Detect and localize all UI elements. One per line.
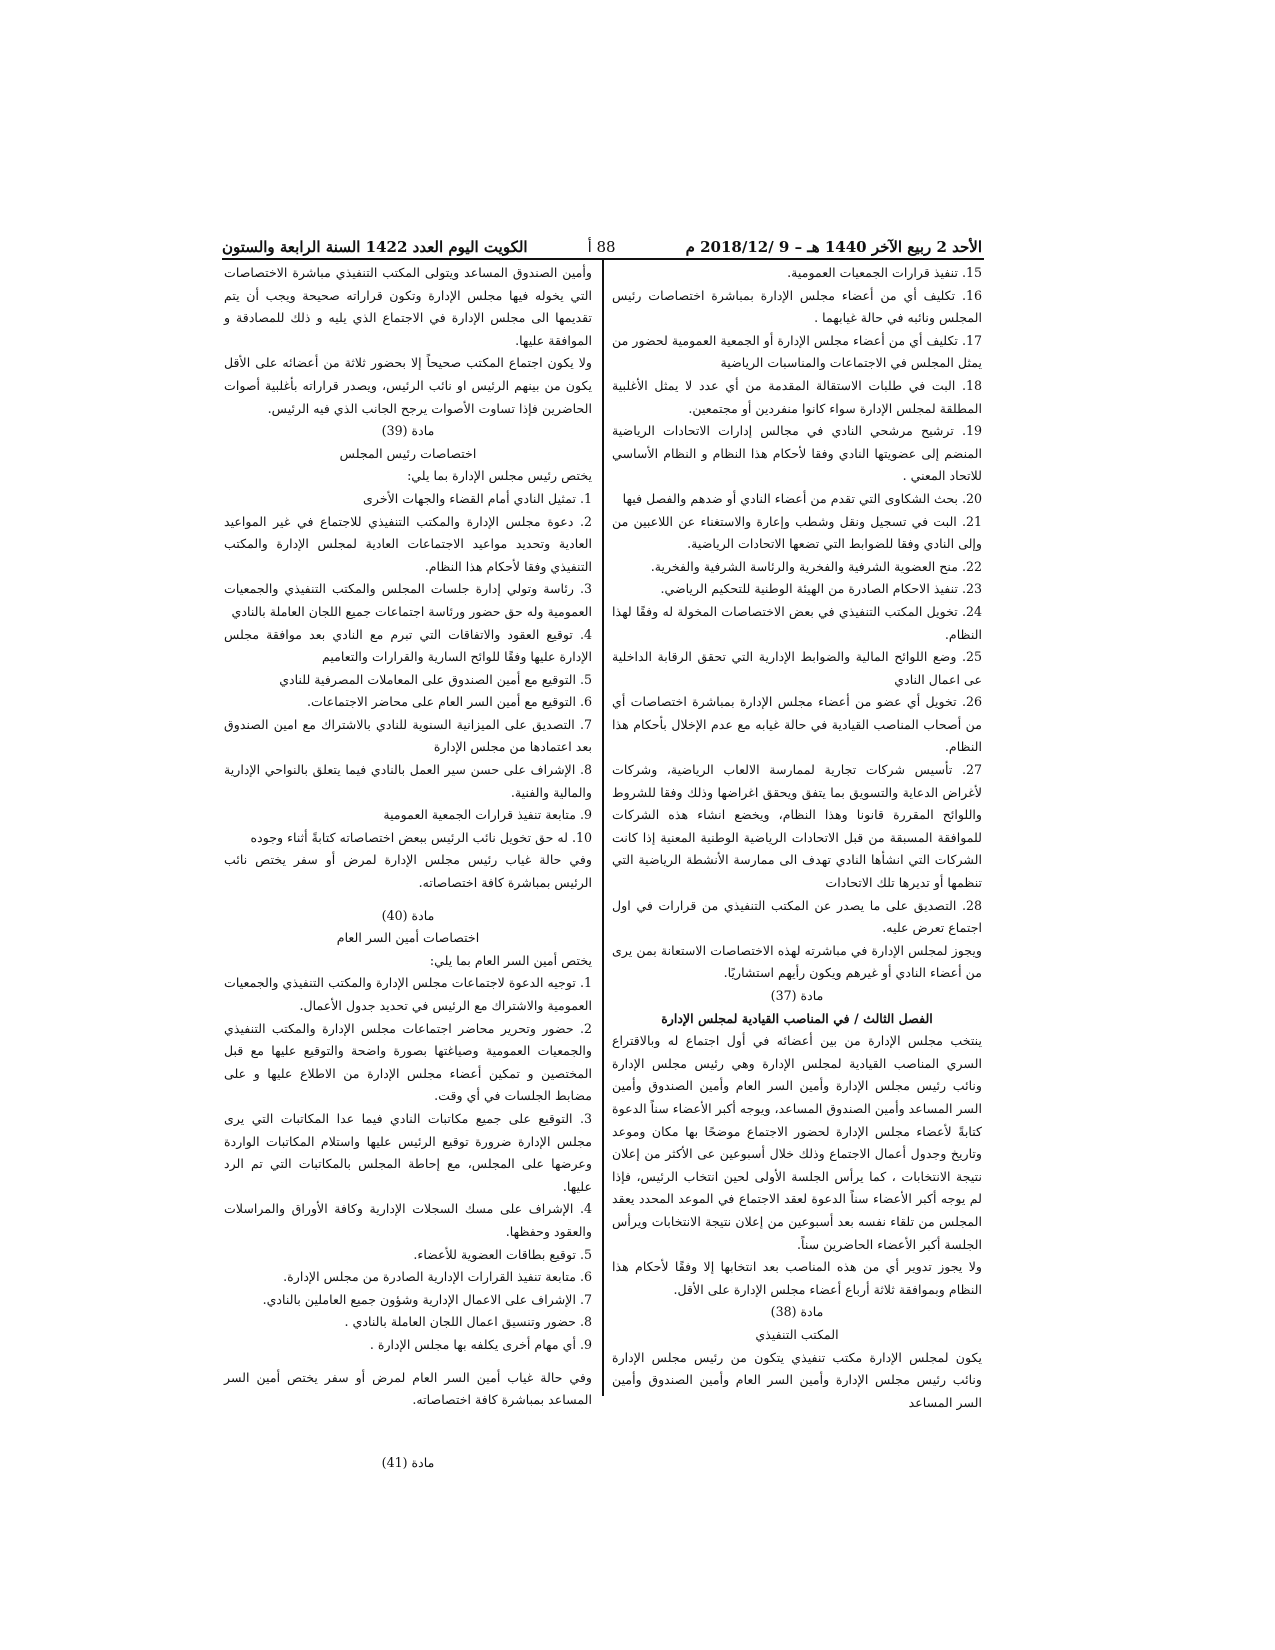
list-item: 24. تخويل المكتب التنفيذي في بعض الاختصاصات المخولة له وفقًا لهذا النظام. [612,603,982,642]
list-item: 15. تنفيذ قرارات الجمعيات العمومية. [787,265,982,280]
list-item: 22. منح العضوية الشرفية والفخرية والرئاسة الشرفية والفخرية. [650,558,982,574]
article-heading: مادة (39) [381,423,435,439]
list-item: 19. ترشيح مرشحي النادي في مجالس إدارات الاتحادات الرياضية المنضم إلى عضويتها النادي وفقا لأحكام هذا النظام و النظام الأساسي للاتحاد المعني . [612,423,982,484]
article-paragraph: وفي حالة غياب أمين السر العام لمرض أو سفر يختص أمين السر المساعد بمباشرة كافة اختصاصاته. [224,1369,592,1408]
list-item: 8. حضور وتنسيق اعمال اللجان العاملة بالنادي . [344,1314,592,1330]
list-item: 9. أي مهام أخرى يكلفه بها مجلس الإدارة . [369,1336,592,1352]
article-heading: مادة (40) [381,907,435,923]
left-column [224,262,592,1474]
list-item: 8. الإشراف على حسن سير العمل بالنادي فيما يتعلق بالنواحي الإدارية والمالية والفنية. [224,762,592,800]
list-item: 2. حضور وتحرير محاضر اجتماعات مجلس الإدارة والمكتب التنفيذي والجمعيات العمومية وصياغتها بصورة واضحة والتوقيع عليها مع قبل المختصين و تمكين أعضاء مجلس الإدارة من الاطلاع عليها و على مضابط الجلسات في أي وقت. [224,1020,592,1104]
article-heading: مادة (38) [770,1304,824,1320]
list-item: 7. الإشراف على الاعمال الإدارية وشؤون جميع العاملين بالنادي. [262,1291,592,1307]
list-item: 21. البت في تسجيل ونقل وشطب وإعارة والاستغناء عن اللاعبين من وإلى النادي وفقا للضوابط التي تضعها الاتحادات الرياضية. [612,513,982,552]
list-item: 6. متابعة تنفيذ القرارات الإدارية الصادرة من مجلس الإدارة. [283,1269,592,1285]
list-item: 25. وضع اللوائح المالية والضوابط الإدارية التي تحقق الرقابة الداخلية عى اعمال النادي [612,649,982,687]
chapter-heading: الفصل الثالث / في المناصب القيادية لمجلس الإدارة [661,1010,933,1026]
header-date: الأحد 2 ربيع الآخر 1440 هـ – 9 /2018/12 م [685,238,982,256]
list-item: 9. متابعة تنفيذ قرارات الجمعية العمومية [383,807,592,823]
page-header [222,226,982,256]
list-item: 1. تمثيل النادي أمام القضاء والجهات الأخرى [363,490,592,506]
article-paragraph: وأمين الصندوق المساعد ويتولى المكتب التنفيذي مباشرة الاختصاصات التي يخوله فيها مجلس الإدارة وتكون قراراته صحيحة ويجب أن يتم تقديمها الى مجلس الإدارة في الاجتماع الذي يليه و ذلك للمصادقة و الموافقة عليها. [224,265,592,348]
column-divider [602,258,604,1396]
list-item: 23. تنفيذ الاحكام الصادرة من الهيئة الوطنية للتحكيم الرياضي. [660,581,982,597]
list-item: 4. الإشراف على مسك السجلات الإدارية وكافة الأوراق والمراسلات والعقود وحفظها. [224,1201,592,1239]
list-item: 16. تكليف أي من أعضاء مجلس الإدارة بمباشرة اختصاصات رئيس المجلس ونائبه في حالة غيابهما . [612,287,982,326]
list-item: 3. رئاسة وتولي إدارة جلسات المجلس والمكتب التنفيذي والجمعيات العمومية وله حق حضور ورئاسة اجتماعات جميع اللجان العاملة بالنادي [224,581,592,619]
article-paragraph: يكون لمجلس الإدارة مكتب تنفيذي يتكون من رئيس مجلس الإدارة ونائب رئيس مجلس الإدارة وأمين السر العام وأمين الصندوق وأمين السر المساعد [612,1349,982,1410]
list-item: 26. تخويل أي عضو من أعضاء مجلس الإدارة بمباشرة اختصاصات أي من أصحاب المناصب القيادية في حالة غيابه مع عدم الإخلال بأحكام هذا النظام. [612,694,982,755]
article-paragraph: ينتخب مجلس الإدارة من بين أعضائه في أول اجتماع له وبالاقتراع السري المناصب القيادية لمجلس الإدارة وهي رئيس مجلس الإدارة ونائب رئيس مجلس الإدارة وأمين السر العام وأمين الصندوق وأمين السر المساعد وأمين الصندوق المساعد، ويوجه أكبر الأعضاء سناً الدعوة كتابةً لأعضاء مجلس الإدارة لحضور الاجتماع موضحًا بها مكان وموعد وتاريخ وجدول أعمال الاجتماع وذلك خلال أسبوعين عى الأكثر من إعلان نتيجة الانتخابات ، كما يرأس الجلسة الأولى لحين انتخاب الرئيس، فإذا لم يوجه أكبر الأعضاء سناً الدعوة لعقد الاجتماع في الموعد المحدد يعقد المجلس من تلقاء نفسه بعد أسبوعين من إعلان نتيجة الانتخابات ويرأس الجلسة أكبر الأعضاء الحاضرين سناً. [612,1033,982,1252]
spacer [224,1357,592,1367]
list-item: 17. تكليف أي من أعضاء مجلس الإدارة أو الجمعية العمومية لحضور من يمثل المجلس في الاجتماعات والمناسبات الرياضية [612,332,982,371]
header-gazette-issue: الكويت اليوم العدد 1422 السنة الرابعة والستون [222,238,528,256]
spacer [224,1412,592,1452]
list-item: 7. التصديق على الميزانية السنوية للنادي بالاشتراك مع امين الصندوق بعد اعتمادها من مجلس الإدارة [224,716,592,755]
article-paragraph: وفي حالة غياب رئيس مجلس الإدارة لمرض أو سفر يختص نائب الرئيس بمباشرة كافة اختصاصاته. [224,852,592,891]
section-heading: اختصاصات أمين السر العام [336,930,480,946]
list-item: 18. البت في طلبات الاستقالة المقدمة من أي عدد لا يمثل الأغلبية المطلقة لمجلس الإدارة سواء كانوا منفردين أو مجتمعين. [612,377,982,416]
list-item: 1. توجيه الدعوة لاجتماعات مجلس الإدارة والمكتب التنفيذي والجمعيات العمومية والاشتراك مع الرئيس في تحديد جدول الأعمال. [224,975,592,1013]
header-page-number: 88 أ [587,238,616,256]
list-item: 2. دعوة مجلس الإدارة والمكتب التنفيذي للاجتماع في غير المواعيد العادية وتحديد مواعيد الاجتماعات العادية لمجلس الإدارة والمكتب التنفيذي وفقا لأحكام هذا النظام. [224,513,592,574]
list-item: 4. توقيع العقود والاتفاقات التي تبرم مع النادي بعد موافقة مجلس الإدارة عليها وفقًا للوائح السارية والقرارات والتعاميم [224,626,592,665]
article-paragraph: ولا يكون اجتماع المكتب صحيحاً إلا بحضور ثلاثة من أعضائه على الأقل يكون من بينهم الرئيس او نائب الرئيس، ويصدر قراراته بأغلبية أصوات الحاضرين فإذا تساوت الأصوات يرجح الجانب الذي فيه الرئيس. [224,355,592,416]
list-item: 27. تأسيس شركات تجارية لممارسة الالعاب الرياضية، وشركات لأغراض الدعاية والتسويق بما يتفق ويحقق اغراضها وذلك وفقا للشروط واللوائح المقررة قانونا وهذا النظام، ويخضع انشاء هذه الشركات للموافقة المسبقة من قبل الاتحادات الرياضية الوطنية المعنية إذا كانت الشركات التي انشأها النادي تهدف الى ممارسة الأنشطة الرياضية التي تنظمها أو تديرها تلك الاتحادات [612,762,982,891]
delegation-paragraph: ويجوز لمجلس الإدارة في مباشرته لهذه الاختصاصات الاستعانة بمن يرى من أعضاء النادي أو غيرهم ويكون رأيهم استشاريًا. [612,942,982,981]
article-paragraph: ولا يجوز تدوير أي من هذه المناصب بعد انتخابها إلا وفقًا لأحكام هذا النظام وبموافقة ثلاثة أرباع أعضاء مجلس الإدارة على الأقل. [612,1259,982,1297]
list-item: 20. بحث الشكاوى التي تقدم من أعضاء النادي أو ضدهم والفصل فيها [622,490,982,506]
list-item: 6. التوقيع مع أمين السر العام على محاضر الاجتماعات. [307,694,592,710]
article-heading: مادة (41) [381,1454,435,1470]
list-item: 5. التوقيع مع أمين الصندوق على المعاملات المصرفية للنادي [279,671,592,687]
list-item: 10. له حق تخويل نائب الرئيس ببعض اختصاصاته كتابةً أثناء وجوده [250,829,592,845]
section-heading: اختصاصات رئيس المجلس [339,445,477,461]
right-column [612,262,982,1414]
section-heading: المكتب التنفيذي [755,1326,839,1342]
list-intro: يختص رئيس مجلس الإدارة بما يلي: [407,468,592,484]
list-item: 28. التصديق على ما يصدر عن المكتب التنفيذي من قرارات في اول اجتماع تعرض عليه. [612,897,982,936]
list-item: 3. التوقيع على جميع مكاتبات النادي فيما عدا المكاتبات التي يرى مجلس الإدارة ضرورة توقيع الرئيس عليها واستلام المكاتبات الواردة وعرضها على المجلس، مع إحاطة المجلس بالمكاتبات التي تم الرد عليها. [224,1110,592,1194]
article-heading: مادة (37) [770,988,824,1003]
list-intro: يختص أمين السر العام بما يلي: [429,952,592,968]
list-item: 5. توقيع بطاقات العضوية للأعضاء. [413,1246,592,1262]
spacer [224,895,592,905]
